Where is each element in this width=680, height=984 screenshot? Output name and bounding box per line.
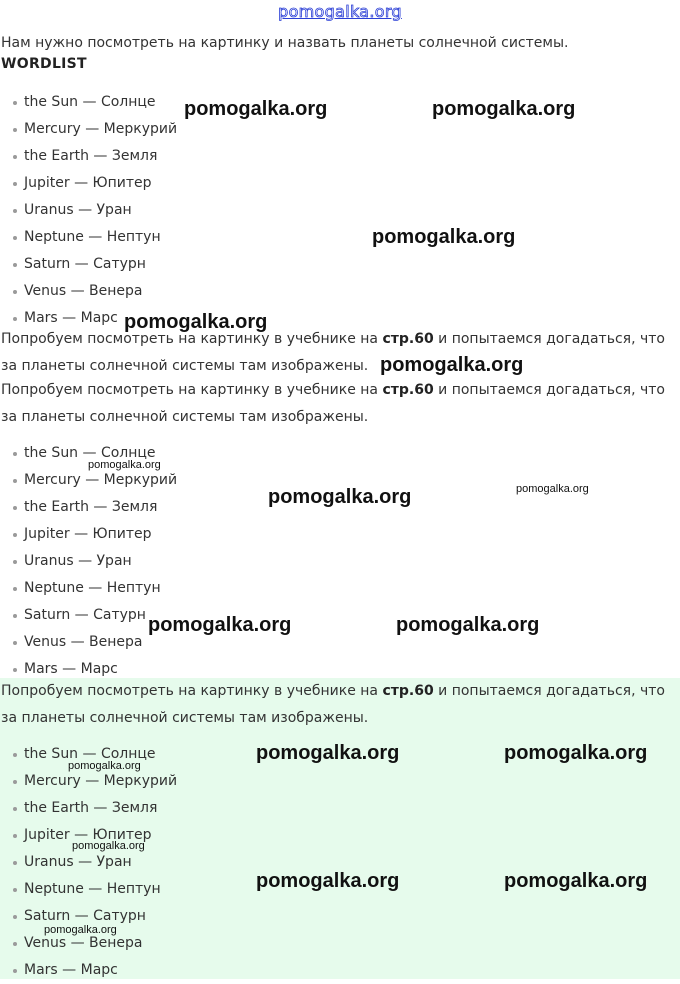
page-reference: стр.60	[382, 683, 434, 699]
header-watermark: pomogalka.org	[278, 2, 402, 21]
bullet	[13, 668, 17, 672]
watermark: pomogalka.org	[256, 870, 400, 892]
bullet	[13, 861, 17, 865]
bullet	[13, 641, 17, 645]
list-item: Jupiter — Юпитер	[0, 822, 177, 849]
list-item: Jupiter — Юпитер	[0, 521, 177, 548]
list-item: the Sun — Солнце	[0, 741, 177, 768]
bullet	[13, 155, 17, 159]
watermark: pomogalka.org	[148, 614, 292, 636]
list-item: Saturn — Сатурн	[0, 903, 177, 930]
bullet	[13, 587, 17, 591]
watermark: pomogalka.org	[504, 742, 648, 764]
bullet	[13, 780, 17, 784]
bullet	[13, 614, 17, 618]
bullet	[13, 915, 17, 919]
list-item: Uranus — Уран	[0, 548, 177, 575]
watermark: pomogalka.org	[184, 98, 328, 120]
list-item: Mercury — Меркурий	[0, 768, 177, 795]
bullet	[13, 969, 17, 973]
bullet	[13, 807, 17, 811]
list-item: Uranus — Уран	[0, 849, 177, 876]
bullet	[13, 452, 17, 456]
watermark: pomogalka.org	[72, 840, 145, 852]
wordlist-1	[0, 89, 177, 332]
paragraph-2: Попробуем посмотреть на картинку в учебнике на стр.60 и попытаемся догадаться, что за планеты солнечной системы там изображены.	[1, 382, 665, 425]
wordlist-title: WORDLIST	[1, 56, 87, 72]
list-item: Mercury — Меркурий	[0, 467, 177, 494]
bullet	[13, 317, 17, 321]
list-item: Mercury — Меркурий	[0, 116, 177, 143]
bullet	[13, 753, 17, 757]
page-reference: стр.60	[382, 382, 434, 398]
highlighted-section	[0, 678, 680, 979]
watermark: pomogalka.org	[44, 924, 117, 936]
list-item: Venus — Венера	[0, 278, 177, 305]
bullet	[13, 560, 17, 564]
watermark: pomogalka.org	[68, 760, 141, 772]
bullet	[13, 479, 17, 483]
list-item: Mars — Марс	[0, 305, 177, 332]
bullet	[13, 128, 17, 132]
list-item: the Earth — Земля	[0, 795, 177, 822]
wordlist-3	[0, 741, 177, 984]
list-item: Jupiter — Юпитер	[0, 170, 177, 197]
list-item: Saturn — Сатурн	[0, 602, 177, 629]
page-reference: стр.60	[382, 331, 434, 347]
watermark: pomogalka.org	[372, 226, 516, 248]
list-item: the Sun — Солнце	[0, 440, 177, 467]
bullet	[13, 263, 17, 267]
intro-text: Нам нужно посмотреть на картинку и назвать планеты солнечной системы.	[1, 35, 569, 51]
watermark: pomogalka.org	[396, 614, 540, 636]
list-item: Neptune — Нептун	[0, 224, 177, 251]
watermark: pomogalka.org	[256, 742, 400, 764]
bullet	[13, 101, 17, 105]
list-item: the Earth — Земля	[0, 494, 177, 521]
watermark: pomogalka.org	[432, 98, 576, 120]
bullet	[13, 236, 17, 240]
paragraph-1: Попробуем посмотреть на картинку в учебнике на стр.60 и попытаемся догадаться, что за планеты солнечной системы там изображены.	[1, 331, 665, 374]
list-item: Venus — Венера	[0, 629, 177, 656]
list-item: Neptune — Нептун	[0, 876, 177, 903]
list-item: the Earth — Земля	[0, 143, 177, 170]
watermark: pomogalka.org	[504, 870, 648, 892]
watermark: pomogalka.org	[88, 459, 161, 471]
paragraph-3: Попробуем посмотреть на картинку в учебнике на стр.60 и попытаемся догадаться, что за планеты солнечной системы там изображены.	[1, 683, 665, 726]
watermark: pomogalka.org	[124, 311, 268, 333]
bullet	[13, 834, 17, 838]
list-item: Uranus — Уран	[0, 197, 177, 224]
list-item: Venus — Венера	[0, 930, 177, 957]
bullet	[13, 942, 17, 946]
list-item: Neptune — Нептун	[0, 575, 177, 602]
bullet	[13, 182, 17, 186]
bullet	[13, 888, 17, 892]
list-item: Mars — Марс	[0, 957, 177, 984]
list-item: the Sun — Солнце	[0, 89, 177, 116]
bullet	[13, 290, 17, 294]
list-item: Mars — Марс	[0, 656, 177, 683]
bullet	[13, 533, 17, 537]
watermark: pomogalka.org	[516, 483, 589, 495]
wordlist-2	[0, 440, 177, 683]
bullet	[13, 506, 17, 510]
watermark: pomogalka.org	[380, 354, 524, 376]
bullet	[13, 209, 17, 213]
list-item: Saturn — Сатурн	[0, 251, 177, 278]
watermark: pomogalka.org	[268, 486, 412, 508]
